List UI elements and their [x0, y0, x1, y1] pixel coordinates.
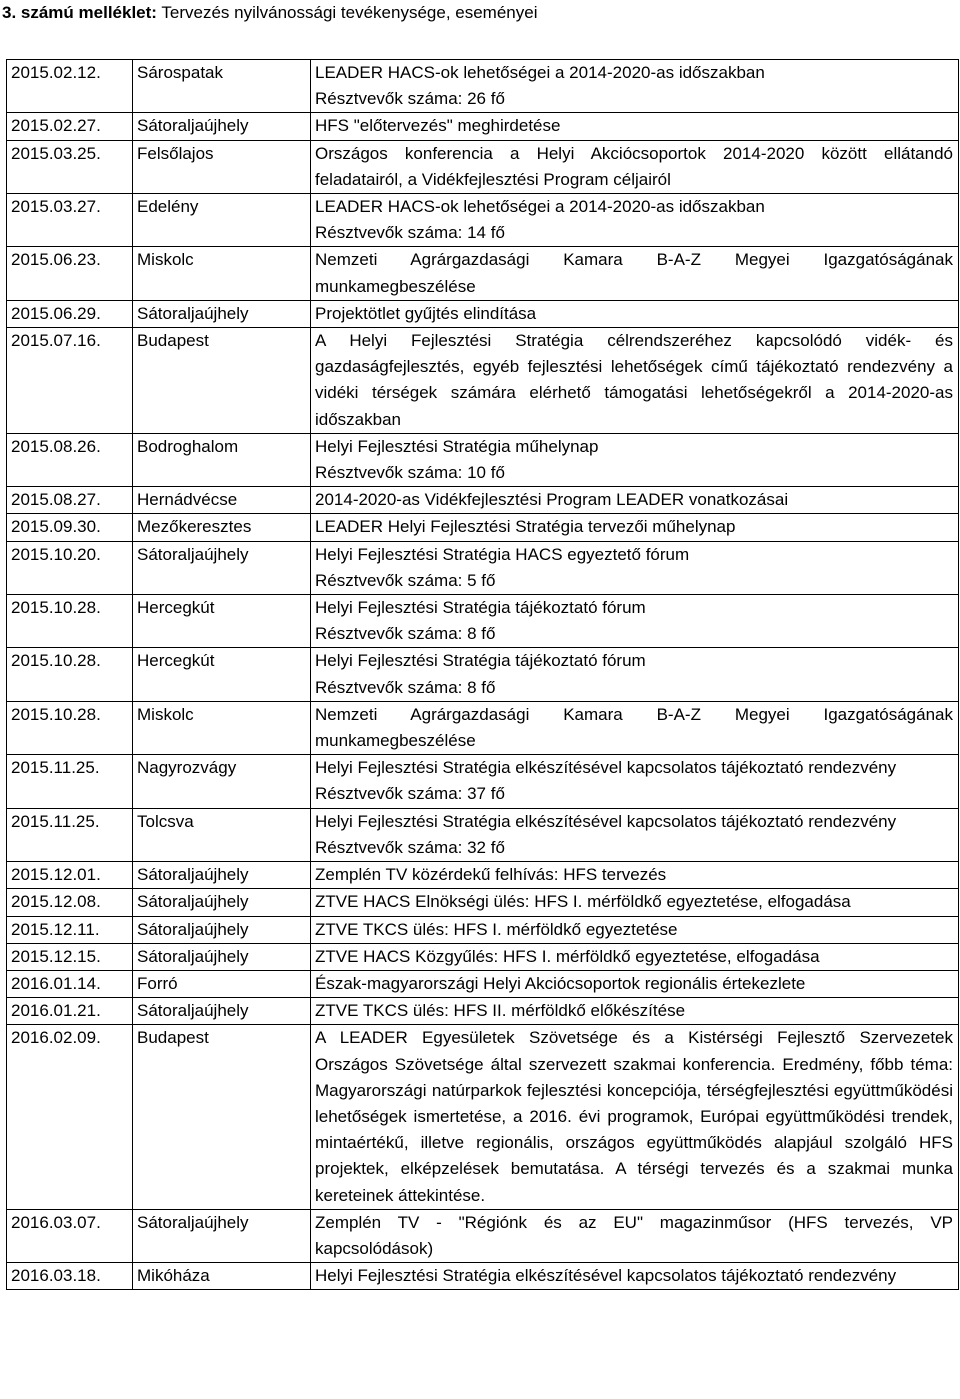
event-place: Budapest — [133, 328, 311, 434]
event-description — [311, 970, 959, 997]
event-date: 2016.02.09. — [7, 1025, 133, 1209]
event-description-line: Résztvevők száma: 26 fő — [315, 89, 505, 109]
table-row — [7, 113, 959, 140]
event-place: Mezőkeresztes — [133, 514, 311, 541]
event-date: 2015.06.23. — [7, 247, 133, 300]
event-description-line: Nemzeti Agrárgazdasági Kamara B-A-Z Megyei Igazgatóságának munkamegbeszélése — [315, 704, 953, 751]
event-description-line: ZTVE HACS Elnökségi ülés: HFS I. mérföldkő egyeztetése, elfogadása — [315, 892, 851, 912]
table-row — [7, 808, 959, 861]
event-description-line: Résztvevők száma: 37 fő — [315, 784, 505, 804]
event-description-line: 2014-2020-as Vidékfejlesztési Program LEADER vonatkozásai — [315, 490, 789, 510]
event-place: Hercegkút — [133, 595, 311, 648]
event-place: Sátoraljaújhely — [133, 541, 311, 594]
event-place: Edelény — [133, 194, 311, 247]
event-place: Sátoraljaújhely — [133, 998, 311, 1025]
event-date: 2015.10.28. — [7, 701, 133, 754]
table-row — [7, 60, 959, 113]
event-description — [311, 487, 959, 514]
table-row — [7, 487, 959, 514]
event-description-line: Észak-magyarországi Helyi Akciócsoportok regionális értekezlete — [315, 973, 806, 993]
event-description — [311, 998, 959, 1025]
event-description-line: Helyi Fejlesztési Stratégia HACS egyeztető fórum — [315, 544, 690, 564]
table-row — [7, 247, 959, 300]
event-description-line: Helyi Fejlesztési Stratégia elkészítésével kapcsolatos tájékoztató rendezvény — [315, 811, 897, 831]
event-place: Sátoraljaújhely — [133, 300, 311, 327]
event-description — [311, 247, 959, 300]
event-description — [311, 140, 959, 193]
event-description — [311, 889, 959, 916]
event-description-line: Helyi Fejlesztési Stratégia elkészítésével kapcsolatos tájékoztató rendezvény — [315, 758, 897, 778]
event-place: Sátoraljaújhely — [133, 862, 311, 889]
event-date: 2015.08.27. — [7, 487, 133, 514]
event-date: 2016.01.14. — [7, 970, 133, 997]
event-description-line: Résztvevők száma: 5 fő — [315, 570, 496, 590]
table-row — [7, 889, 959, 916]
event-date: 2015.02.27. — [7, 113, 133, 140]
event-description-line: Projektötlet gyűjtés elindítása — [315, 303, 537, 323]
event-description — [311, 541, 959, 594]
event-description — [311, 514, 959, 541]
event-description-line: HFS "előtervezés" meghirdetése — [315, 116, 561, 136]
event-description — [311, 433, 959, 486]
event-description-line: A LEADER Egyesületek Szövetsége és a Kistérségi Fejlesztő Szervezetek Országos Szövetsége által szervezett szakmai konferencia. Eredmény, főbb téma: Magyarországi natúrparkok fejlesztési koncepciója, térségfejlesztési együttműködési lehetőségek ismertetése, a 2016. évi programok, Európai együttműködési trendek, mintaértékű, illetve regionális, országos együttműködés alapjául szolgáló HFS projektek, elképzelések bemutatása. A térségi tervezés és a szakmai munka kereteinek áttekintése. — [315, 1028, 953, 1205]
page-heading — [2, 0, 537, 26]
table-row — [7, 998, 959, 1025]
event-place: Budapest — [133, 1025, 311, 1209]
event-date: 2016.03.18. — [7, 1263, 133, 1290]
event-place: Sátoraljaújhely — [133, 916, 311, 943]
event-date: 2015.10.28. — [7, 595, 133, 648]
event-description-line: ZTVE TKCS ülés: HFS I. mérföldkő egyeztetése — [315, 919, 678, 939]
event-description-line: Nemzeti Agrárgazdasági Kamara B-A-Z Megyei Igazgatóságának munkamegbeszélése — [315, 250, 953, 296]
table-row — [7, 1209, 959, 1262]
event-description-line: Résztvevők száma: 32 fő — [315, 837, 505, 857]
table-row — [7, 541, 959, 594]
event-place: Hercegkút — [133, 648, 311, 701]
event-description-line: LEADER HACS-ok lehetőségei a 2014-2020-as időszakban — [315, 63, 765, 82]
table-row — [7, 1025, 959, 1209]
table-row — [7, 194, 959, 247]
event-description — [311, 1209, 959, 1262]
event-description — [311, 113, 959, 140]
table-row — [7, 328, 959, 434]
event-description — [311, 1263, 959, 1290]
event-date: 2015.12.08. — [7, 889, 133, 916]
event-description — [311, 300, 959, 327]
event-place: Forró — [133, 970, 311, 997]
event-description-line: Zemplén TV - "Régiónk és az EU" magazinműsor (HFS tervezés, VP kapcsolódások) — [315, 1212, 953, 1258]
event-date: 2016.03.07. — [7, 1209, 133, 1262]
event-place: Sárospatak — [133, 60, 311, 113]
event-description — [311, 862, 959, 889]
event-description-line: Résztvevők száma: 10 fő — [315, 463, 505, 483]
event-place: Nagyrozvágy — [133, 755, 311, 808]
table-row — [7, 755, 959, 808]
event-date: 2015.10.28. — [7, 648, 133, 701]
event-date: 2015.12.15. — [7, 943, 133, 970]
event-description-line: Helyi Fejlesztési Stratégia tájékoztató fórum — [315, 598, 646, 618]
event-description-line: Országos konferencia a Helyi Akciócsoportok 2014-2020 között ellátandó feladatairól, a Vidékfejlesztési Program céljairól — [315, 143, 953, 189]
event-description — [311, 1025, 959, 1209]
event-description — [311, 328, 959, 434]
event-place: Tolcsva — [133, 808, 311, 861]
event-description — [311, 648, 959, 701]
event-description — [311, 595, 959, 648]
event-date: 2016.01.21. — [7, 998, 133, 1025]
event-description — [311, 701, 959, 754]
event-place: Bodroghalom — [133, 433, 311, 486]
table-row — [7, 862, 959, 889]
table-row — [7, 514, 959, 541]
table-row — [7, 701, 959, 754]
event-place: Sátoraljaújhely — [133, 113, 311, 140]
event-date: 2015.12.01. — [7, 862, 133, 889]
event-description — [311, 60, 959, 113]
event-date: 2015.03.27. — [7, 194, 133, 247]
event-date: 2015.02.12. — [7, 60, 133, 113]
event-description-line: A Helyi Fejlesztési Stratégia célrendszeréhez kapcsolódó vidék- és gazdaságfejlesztés, egyéb fejlesztési lehetőségek című tájékoztató rendezvény a vidéki térségek számára elérhető támogatási lehetőségekről a 2014-2020-as időszakban — [315, 331, 953, 429]
event-description — [311, 916, 959, 943]
event-description-line: Résztvevők száma: 14 fő — [315, 223, 505, 243]
event-description-line: Zemplén TV közérdekű felhívás: HFS tervezés — [315, 865, 667, 885]
event-place: Miskolc — [133, 247, 311, 300]
event-description-line: Résztvevők száma: 8 fő — [315, 677, 496, 697]
events-body — [7, 60, 959, 1290]
event-description-line: Helyi Fejlesztési Stratégia tájékoztató fórum — [315, 651, 646, 671]
event-place: Sátoraljaújhely — [133, 943, 311, 970]
table-row — [7, 1263, 959, 1290]
heading-rest: Tervezés nyilvánossági tevékenysége, eseményei — [156, 3, 538, 22]
event-description — [311, 755, 959, 808]
event-date: 2015.07.16. — [7, 328, 133, 434]
event-description-line: LEADER HACS-ok lehetőségei a 2014-2020-as időszakban — [315, 197, 765, 217]
event-date: 2015.11.25. — [7, 808, 133, 861]
event-place: Hernádvécse — [133, 487, 311, 514]
event-date: 2015.06.29. — [7, 300, 133, 327]
event-date: 2015.09.30. — [7, 514, 133, 541]
table-row — [7, 970, 959, 997]
event-description — [311, 808, 959, 861]
event-date: 2015.03.25. — [7, 140, 133, 193]
event-description-line: Helyi Fejlesztési Stratégia elkészítésével kapcsolatos tájékoztató rendezvény — [315, 1266, 897, 1286]
event-description-line: Helyi Fejlesztési Stratégia műhelynap — [315, 436, 599, 456]
table-row — [7, 648, 959, 701]
table-row — [7, 140, 959, 193]
event-description-line: ZTVE TKCS ülés: HFS II. mérföldkő előkészítése — [315, 1001, 686, 1021]
event-place: Felsőlajos — [133, 140, 311, 193]
table-row — [7, 433, 959, 486]
events-table — [6, 59, 959, 1290]
event-place: Sátoraljaújhely — [133, 889, 311, 916]
event-date: 2015.11.25. — [7, 755, 133, 808]
event-place: Sátoraljaújhely — [133, 1209, 311, 1262]
event-description-line: ZTVE HACS Közgyűlés: HFS I. mérföldkő egyeztetése, elfogadása — [315, 946, 820, 966]
event-date: 2015.12.11. — [7, 916, 133, 943]
table-row — [7, 943, 959, 970]
table-row — [7, 300, 959, 327]
table-row — [7, 916, 959, 943]
event-description — [311, 194, 959, 247]
event-date: 2015.10.20. — [7, 541, 133, 594]
event-description-line: Résztvevők száma: 8 fő — [315, 624, 496, 644]
event-place: Mikóháza — [133, 1263, 311, 1290]
event-date: 2015.08.26. — [7, 433, 133, 486]
event-description-line: LEADER Helyi Fejlesztési Stratégia tervezői műhelynap — [315, 517, 736, 537]
heading-lead: 3. számú melléklet: — [2, 3, 157, 22]
event-place: Miskolc — [133, 701, 311, 754]
event-description — [311, 943, 959, 970]
table-row — [7, 595, 959, 648]
